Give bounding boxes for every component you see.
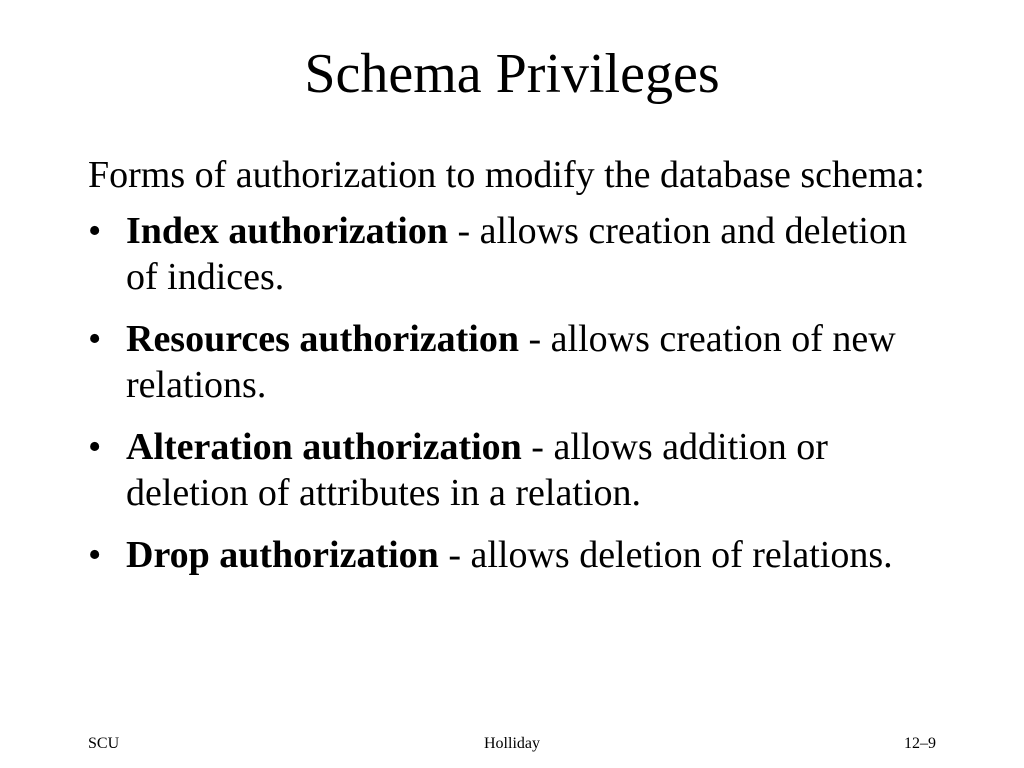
bullet-description: - allows creation of new relations. — [126, 318, 896, 406]
bullet-term: Alteration authorization — [126, 426, 522, 468]
bullet-icon: • — [88, 534, 102, 576]
footer-page-number: 12–9 — [904, 735, 936, 752]
list-item — [88, 424, 948, 516]
bullet-list — [88, 208, 948, 578]
bullet-term: Drop authorization — [126, 534, 439, 576]
bullet-icon: • — [88, 210, 102, 252]
bullet-icon: • — [88, 426, 102, 468]
list-item — [88, 208, 948, 300]
bullet-description: - allows addition or deletion of attributes in a relation. — [126, 426, 828, 514]
slide-title: Schema Privileges — [304, 43, 720, 105]
bullet-term: Index authorization — [126, 210, 448, 252]
footer-left: SCU — [88, 735, 120, 752]
bullet-description: - allows creation and deletion of indices. — [126, 210, 907, 298]
footer-center: Holliday — [484, 735, 540, 752]
bullet-description: - allows deletion of relations. — [438, 534, 893, 576]
bullet-icon: • — [88, 318, 102, 360]
slide-body — [88, 152, 948, 594]
intro-text: Forms of authorization to modify the database schema: — [88, 154, 925, 196]
list-item — [88, 532, 948, 578]
list-item — [88, 316, 948, 408]
bullet-term: Resources authorization — [126, 318, 519, 360]
